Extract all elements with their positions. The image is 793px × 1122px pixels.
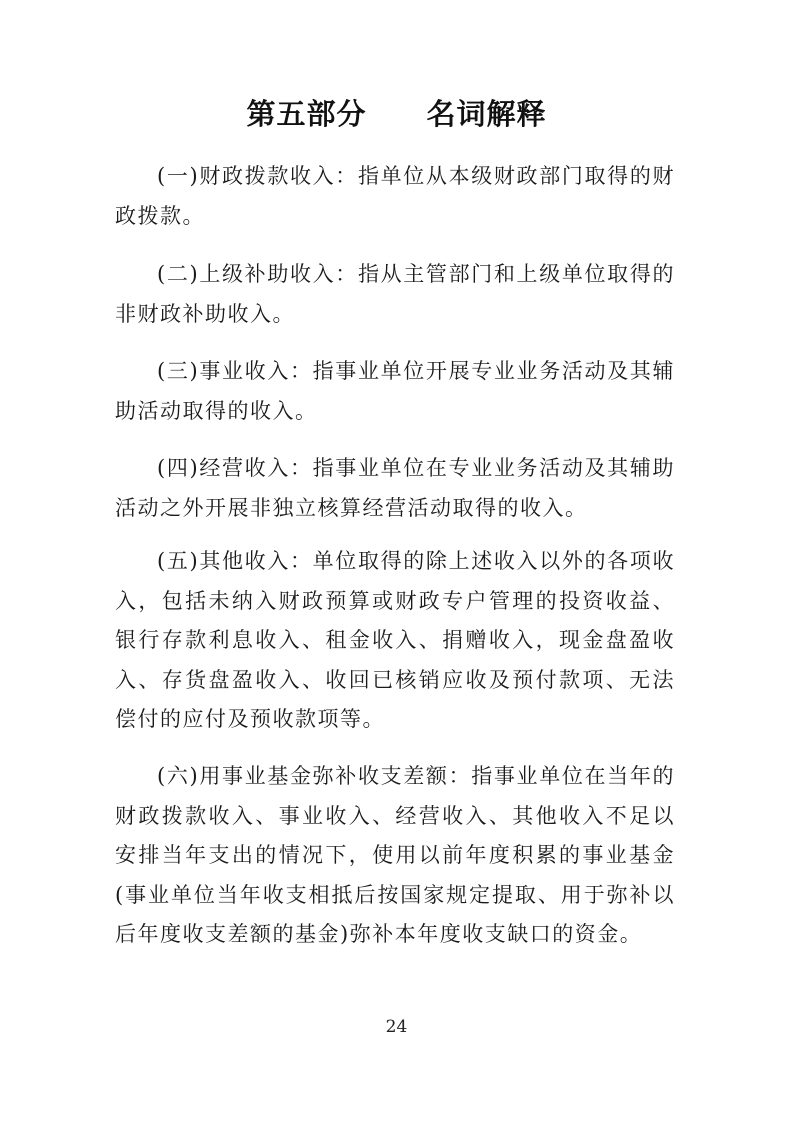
definition-paragraph-6: (六)用事业基金弥补收支差额：指事业单位在当年的财政拨款收入、事业收入、经营收入、其他收入不足以安排当年支出的情况下，使用以前年度积累的事业基金(事业单位当年收支相抵后按国家规定提取、用于弥补以后年度收支差额的基金)弥补本年度收支缺口的资金。 — [115, 764, 675, 946]
definition-paragraph-1: (一)财政拨款收入：指单位从本级财政部门取得的财政拨款。 — [115, 164, 675, 228]
definition-paragraph-2: (二)上级补助收入：指从主管部门和上级单位取得的非财政补助收入。 — [115, 262, 675, 326]
page-title: 第五部分 名词解释 — [246, 97, 547, 131]
definition-paragraph-4: (四)经营收入：指事业单位在专业业务活动及其辅助活动之外开展非独立核算经营活动取得的收入。 — [115, 456, 675, 520]
definition-paragraph-3: (三)事业收入：指事业单位开展专业业务活动及其辅助活动取得的收入。 — [115, 359, 675, 423]
page-number: 24 — [385, 1017, 408, 1037]
definition-paragraph-5: (五)其他收入：单位取得的除上述收入以外的各项收入，包括未纳入财政预算或财政专户管理的投资收益、银行存款利息收入、租金收入、捐赠收入，现金盘盈收入、存货盘盈收入、收回已核销应收及预付款项、无法偿付的应付及预收款项等。 — [115, 549, 675, 731]
